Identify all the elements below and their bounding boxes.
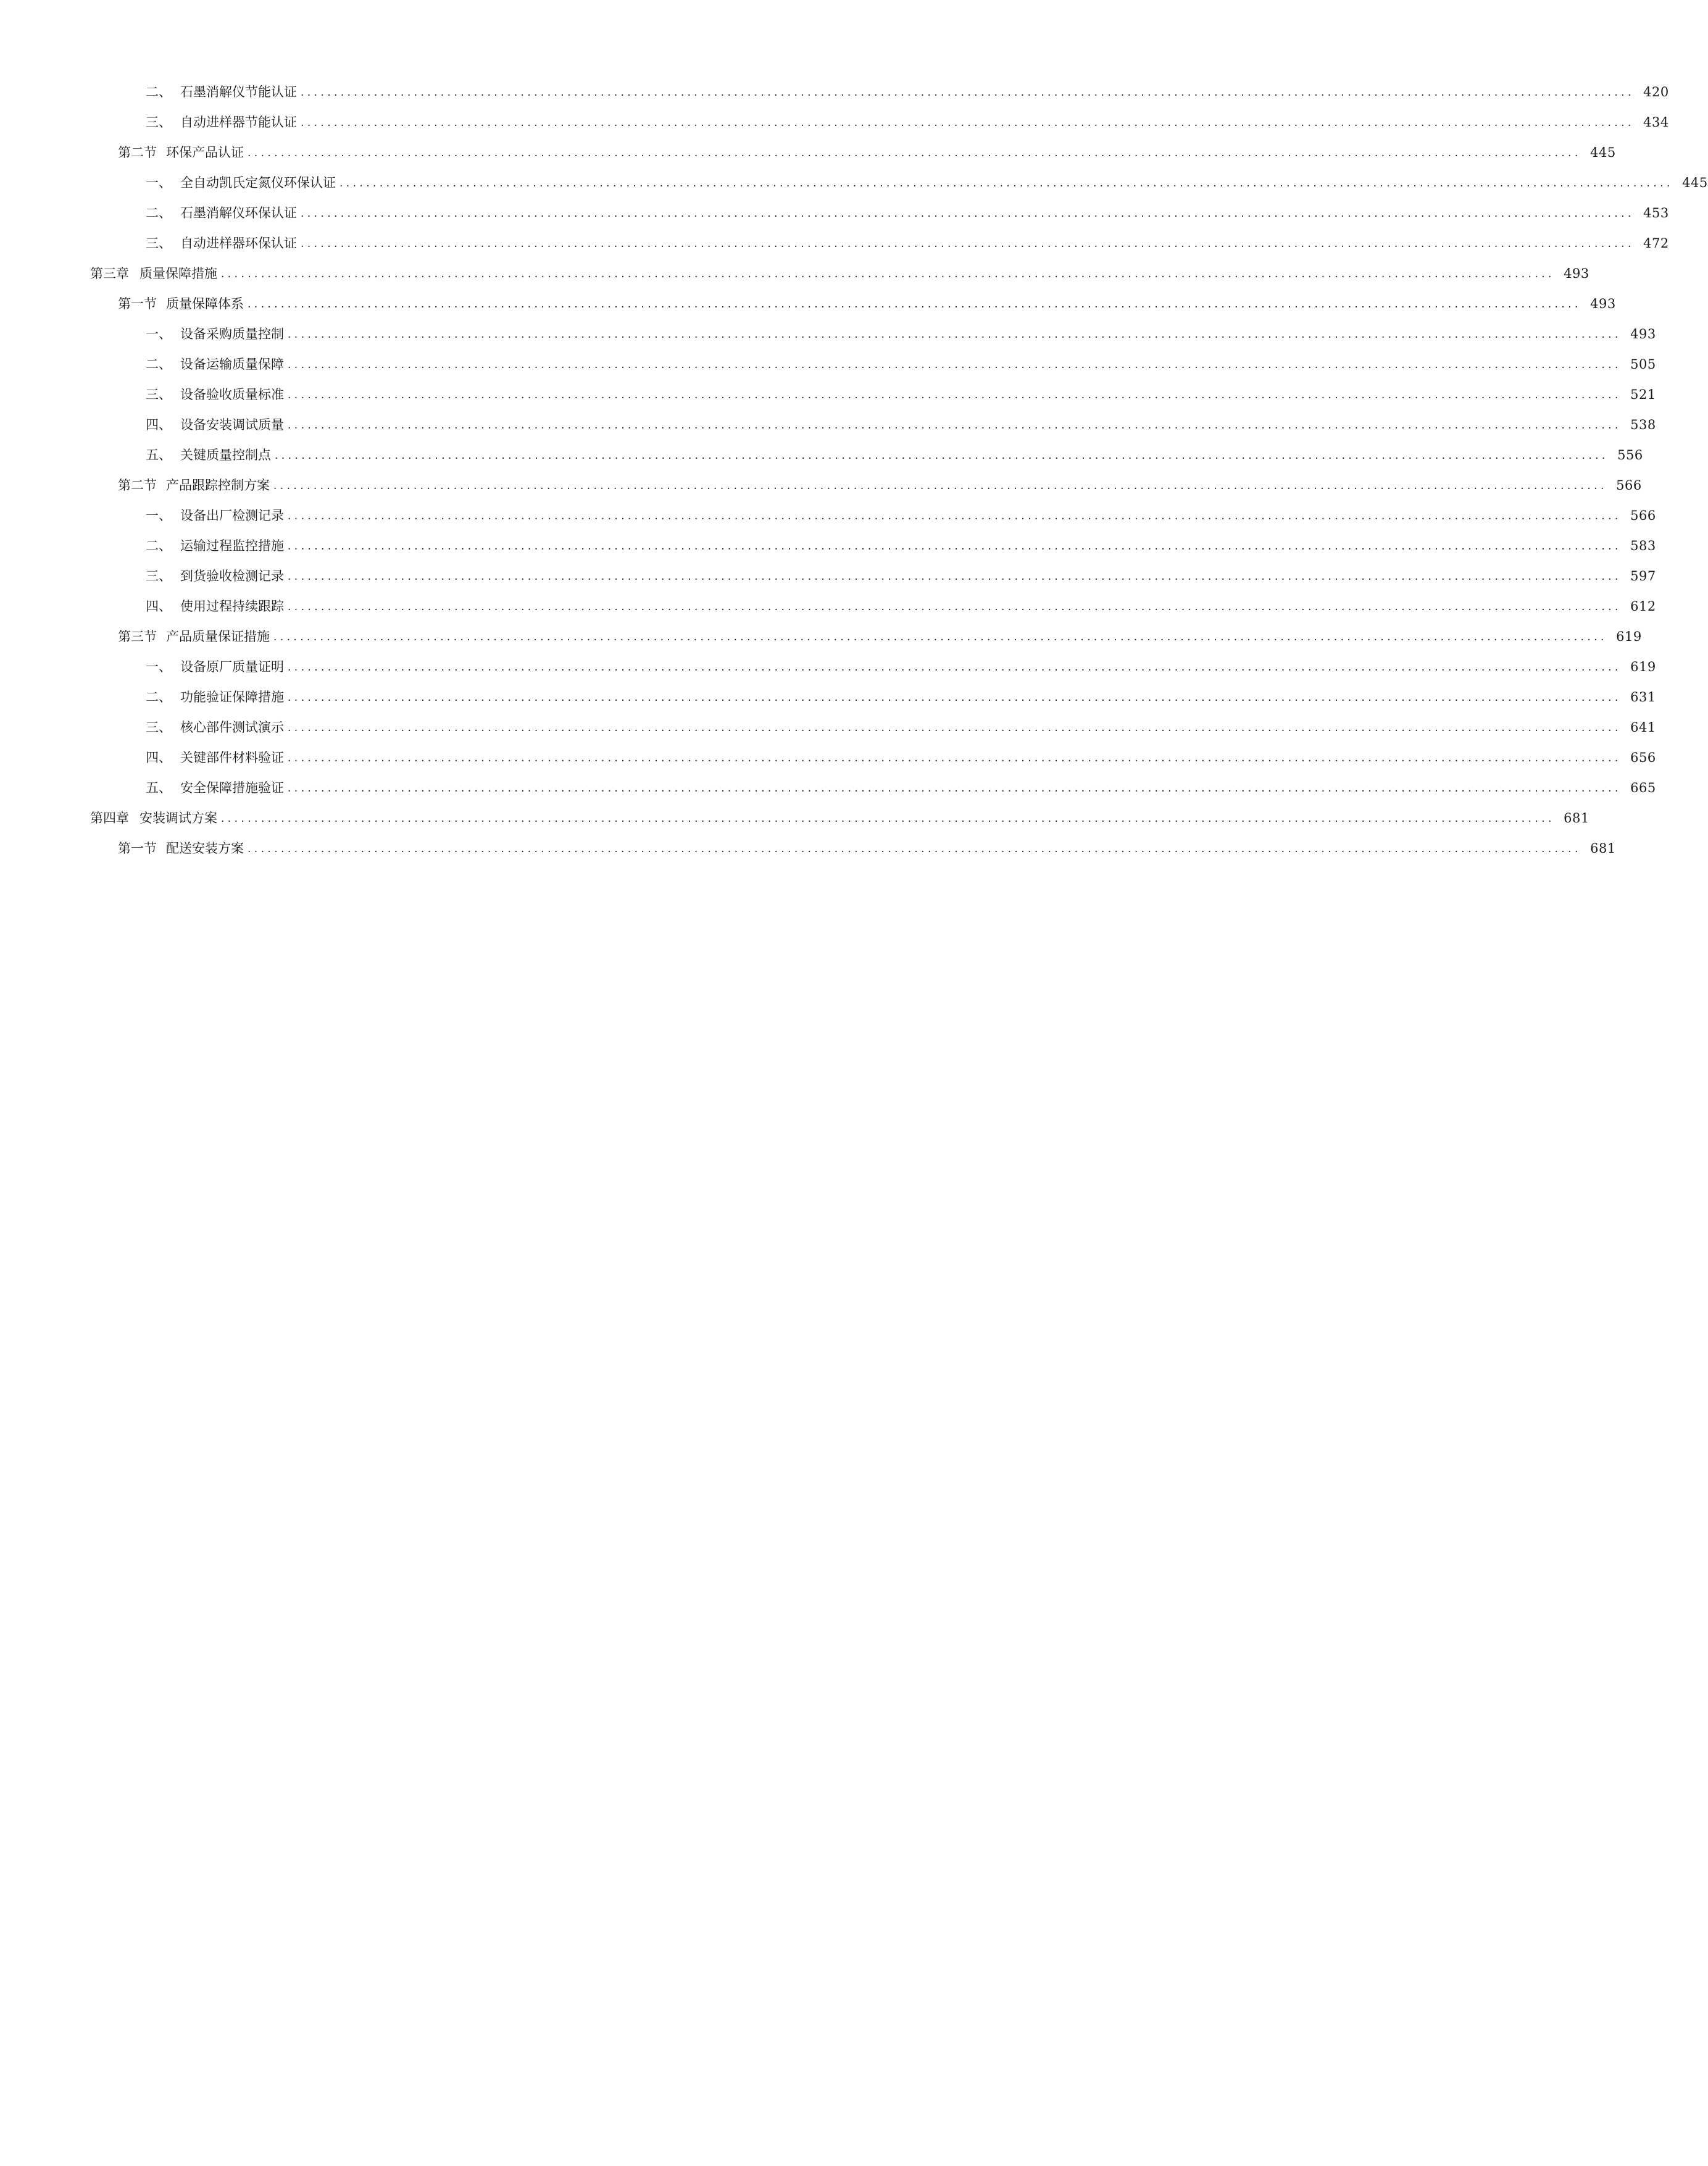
toc-entry-number: 第三节: [118, 629, 157, 644]
toc-entry-label: [0, 509, 284, 522]
toc-entry-label: [0, 540, 284, 553]
toc-entry-page-number: 420: [1643, 85, 1669, 99]
dot-leader: ........................................................................................................................................................................................................: [221, 813, 1555, 825]
toc-entry[interactable]: [0, 228, 1669, 259]
toc-entry-page-number: 566: [1616, 478, 1642, 493]
dot-leader: ........................................................................................................................................................................................................: [288, 722, 1622, 734]
toc-entry-page-number: 597: [1630, 569, 1656, 583]
dot-leader: ........................................................................................................................................................................................................: [288, 782, 1622, 795]
toc-entry-label: [0, 328, 284, 341]
toc-entry-page-number: 619: [1630, 659, 1656, 674]
dot-leader: ........................................................................................................................................................................................................: [288, 419, 1622, 432]
toc-entry-title: 设备原厂质量证明: [180, 659, 284, 674]
toc-entry-page-number: 681: [1590, 841, 1616, 856]
toc-entry-label: [0, 661, 284, 674]
toc-entry-page-number: 631: [1630, 690, 1656, 705]
toc-entry-label: [0, 630, 270, 643]
toc-entry[interactable]: [0, 440, 1643, 470]
toc-entry-number: 一、: [146, 327, 172, 341]
toc-entry[interactable]: [0, 410, 1656, 440]
toc-entry-title: 环保产品认证: [166, 145, 244, 160]
toc-entry-label: [0, 691, 284, 704]
toc-entry-number: 第二节: [118, 478, 157, 493]
toc-entry-label: [0, 479, 270, 492]
toc-entry-label: [0, 812, 217, 825]
toc-entry-label: [0, 782, 284, 795]
toc-entry-number: 三、: [146, 387, 172, 402]
toc-entry-label: [0, 177, 336, 190]
toc-entry[interactable]: [0, 622, 1642, 652]
dot-leader: ........................................................................................................................................................................................................: [248, 298, 1581, 311]
dot-leader: ........................................................................................................................................................................................................: [288, 540, 1622, 553]
toc-page: [0, 0, 1708, 969]
toc-entry-title: 产品质量保证措施: [166, 629, 270, 644]
toc-entry[interactable]: [0, 380, 1656, 410]
toc-entry-page-number: 681: [1564, 811, 1589, 826]
toc-entry-number: 第一节: [118, 841, 157, 856]
dot-leader: ........................................................................................................................................................................................................: [301, 86, 1635, 99]
toc-entry-title: 石墨消解仪节能认证: [180, 85, 297, 99]
toc-entry-page-number: 505: [1630, 357, 1656, 372]
toc-entry-title: 核心部件测试演示: [180, 720, 284, 735]
toc-entry-number: 第四章: [90, 811, 129, 826]
toc-entry-page-number: 445: [1590, 145, 1616, 160]
toc-entry-label: [0, 116, 297, 129]
toc-entry-title: 安装调试方案: [140, 811, 217, 826]
toc-entry-number: 三、: [146, 720, 172, 735]
toc-entry-number: 第三章: [90, 266, 129, 281]
toc-entry-label: [0, 570, 284, 583]
toc-entry[interactable]: [0, 834, 1616, 864]
toc-entry[interactable]: [0, 138, 1616, 168]
toc-entry-page-number: 641: [1630, 720, 1656, 735]
dot-leader: ........................................................................................................................................................................................................: [288, 328, 1622, 341]
dot-leader: ........................................................................................................................................................................................................: [248, 843, 1581, 855]
toc-entry-page-number: 583: [1630, 538, 1656, 553]
toc-entry-page-number: 434: [1643, 115, 1669, 130]
toc-entry[interactable]: [0, 743, 1656, 773]
toc-entry-title: 配送安装方案: [166, 841, 244, 856]
toc-entry-label: [0, 449, 271, 462]
toc-entry-title: 设备安装调试质量: [180, 417, 284, 432]
dot-leader: ........................................................................................................................................................................................................: [288, 601, 1622, 613]
toc-entry-number: 一、: [146, 659, 172, 674]
dot-leader: ........................................................................................................................................................................................................: [273, 631, 1607, 643]
toc-entry[interactable]: [0, 77, 1669, 107]
toc-entry-title: 设备验收质量标准: [180, 387, 284, 402]
toc-entry-number: 二、: [146, 357, 172, 372]
toc-entry-number: 三、: [146, 569, 172, 583]
toc-entry[interactable]: [0, 107, 1669, 138]
toc-entry-number: 四、: [146, 750, 172, 765]
toc-entry-page-number: 665: [1630, 780, 1656, 795]
toc-entry-label: [0, 600, 284, 613]
toc-entry-number: 第一节: [118, 296, 157, 311]
toc-entry-label: [0, 146, 244, 159]
toc-entry-label: [0, 388, 284, 401]
dot-leader: ........................................................................................................................................................................................................: [340, 177, 1673, 190]
toc-entry-page-number: 556: [1617, 448, 1643, 462]
dot-leader: ........................................................................................................................................................................................................: [288, 661, 1622, 674]
toc-entry[interactable]: [0, 713, 1656, 743]
dot-leader: ........................................................................................................................................................................................................: [248, 147, 1581, 159]
toc-entry-number: 二、: [146, 538, 172, 553]
toc-entry-page-number: 472: [1643, 236, 1669, 251]
toc-entry-page-number: 445: [1682, 175, 1708, 190]
toc-entry[interactable]: [0, 531, 1656, 561]
toc-entry-title: 质量保障措施: [140, 266, 217, 281]
table-of-contents: [0, 77, 1708, 864]
toc-entry[interactable]: [0, 319, 1656, 349]
toc-entry-label: [0, 298, 244, 311]
toc-entry-title: 关键部件材料验证: [180, 750, 284, 765]
toc-entry-page-number: 566: [1630, 508, 1656, 523]
toc-entry-number: 五、: [146, 448, 172, 462]
toc-entry-number: 四、: [146, 417, 172, 432]
toc-entry-title: 石墨消解仪环保认证: [180, 206, 297, 220]
toc-entry-title: 使用过程持续跟踪: [180, 599, 284, 614]
toc-entry-number: 第二节: [118, 145, 157, 160]
toc-entry[interactable]: [0, 168, 1708, 198]
dot-leader: ........................................................................................................................................................................................................: [288, 510, 1622, 522]
toc-entry-title: 设备出厂检测记录: [180, 508, 284, 523]
toc-entry-number: 三、: [146, 236, 172, 251]
toc-entry[interactable]: [0, 259, 1589, 289]
toc-entry[interactable]: [0, 561, 1656, 592]
dot-leader: ........................................................................................................................................................................................................: [288, 571, 1622, 583]
dot-leader: ........................................................................................................................................................................................................: [288, 359, 1622, 371]
toc-entry-label: [0, 86, 297, 99]
toc-entry-label: [0, 237, 297, 250]
toc-entry-page-number: 493: [1564, 266, 1589, 281]
dot-leader: ........................................................................................................................................................................................................: [288, 752, 1622, 764]
toc-entry-label: [0, 751, 284, 764]
toc-entry-title: 全自动凯氏定氮仪环保认证: [180, 175, 336, 190]
toc-entry-title: 自动进样器节能认证: [180, 115, 297, 130]
toc-entry[interactable]: [0, 198, 1669, 228]
toc-entry-page-number: 619: [1616, 629, 1642, 644]
toc-entry[interactable]: [0, 773, 1656, 803]
toc-entry-label: [0, 419, 284, 432]
toc-entry[interactable]: [0, 289, 1616, 319]
toc-entry-title: 设备采购质量控制: [180, 327, 284, 341]
dot-leader: ........................................................................................................................................................................................................: [288, 692, 1622, 704]
toc-entry-title: 安全保障措施验证: [180, 780, 284, 795]
toc-entry-page-number: 656: [1630, 750, 1656, 765]
toc-entry-title: 运输过程监控措施: [180, 538, 284, 553]
toc-entry-title: 产品跟踪控制方案: [166, 478, 270, 493]
toc-entry-title: 设备运输质量保障: [180, 357, 284, 372]
toc-entry-title: 质量保障体系: [166, 296, 244, 311]
toc-entry[interactable]: [0, 349, 1656, 380]
toc-entry-number: 三、: [146, 115, 172, 130]
toc-entry-page-number: 538: [1630, 417, 1656, 432]
toc-entry[interactable]: [0, 803, 1589, 834]
toc-entry-number: 二、: [146, 206, 172, 220]
toc-entry[interactable]: [0, 682, 1656, 713]
toc-entry-number: 五、: [146, 780, 172, 795]
toc-entry[interactable]: [0, 592, 1656, 622]
toc-entry[interactable]: [0, 470, 1642, 501]
toc-entry-page-number: 493: [1590, 296, 1616, 311]
toc-entry-label: [0, 721, 284, 734]
toc-entry-title: 关键质量控制点: [180, 448, 271, 462]
dot-leader: ........................................................................................................................................................................................................: [288, 389, 1622, 401]
dot-leader: ........................................................................................................................................................................................................: [273, 480, 1607, 492]
toc-entry-title: 自动进样器环保认证: [180, 236, 297, 251]
toc-entry-page-number: 453: [1643, 206, 1669, 220]
toc-entry-number: 一、: [146, 175, 172, 190]
toc-entry-page-number: 493: [1630, 327, 1656, 341]
toc-entry-label: [0, 358, 284, 371]
toc-entry-label: [0, 267, 217, 280]
toc-entry-number: 二、: [146, 690, 172, 705]
toc-entry-number: 一、: [146, 508, 172, 523]
toc-entry-label: [0, 207, 297, 220]
toc-entry-number: 二、: [146, 85, 172, 99]
dot-leader: ........................................................................................................................................................................................................: [301, 238, 1635, 250]
toc-entry-title: 功能验证保障措施: [180, 690, 284, 705]
toc-entry-page-number: 521: [1630, 387, 1656, 402]
dot-leader: ........................................................................................................................................................................................................: [221, 268, 1555, 280]
dot-leader: ........................................................................................................................................................................................................: [301, 117, 1635, 129]
toc-entry[interactable]: [0, 501, 1656, 531]
toc-entry-label: [0, 842, 244, 855]
dot-leader: ........................................................................................................................................................................................................: [275, 450, 1609, 462]
toc-entry-page-number: 612: [1630, 599, 1656, 614]
toc-entry-number: 四、: [146, 599, 172, 614]
toc-entry-title: 到货验收检测记录: [180, 569, 284, 583]
dot-leader: ........................................................................................................................................................................................................: [301, 207, 1635, 220]
toc-entry[interactable]: [0, 652, 1656, 682]
